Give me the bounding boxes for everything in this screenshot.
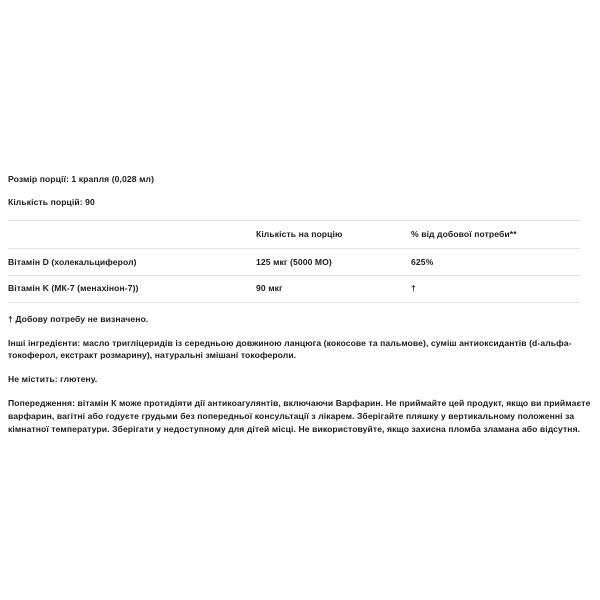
- nutrient-name: Вітамін K (МК-7 (менахінон-7)): [8, 275, 248, 302]
- warning-text: Попередження: вітамін К може протидіяти дії антикоагулянтів, включаючи Варфарин. Не приймайте цей продукт, якщо ви приймаєте варфарин, вагітні або годуєте грудьми без попередньої консультації з лікарем. Зберігайте пляшку у вертикальному положенні за кімнатної температури. Зберігати у недоступному для дітей місці. Не використовуйте, якщо захисна пломба зламана або відсутня.: [8, 398, 591, 435]
- nutrient-amount: 90 мкг: [248, 275, 403, 302]
- servings-per-container-line: Кількість порцій: 90: [8, 197, 95, 208]
- column-header-nutrient: [8, 221, 248, 249]
- serving-size-line: Розмір порції: 1 крапля (0,028 мл): [8, 174, 155, 184]
- free-from-text: Не містить: глютену.: [8, 374, 98, 385]
- table-header: [8, 221, 580, 249]
- table-row: [8, 275, 580, 302]
- nutrient-amount: 125 мкг (5000 МО): [248, 249, 403, 276]
- table-header-row: [8, 221, 580, 249]
- nutrient-daily-value: 625%: [403, 249, 580, 276]
- supplement-facts-table: [8, 220, 580, 302]
- table-row: [8, 249, 580, 276]
- daily-value-footnote: † Добову потребу не визначено.: [8, 313, 149, 324]
- nutrient-name: Вітамін D (холекальциферол): [8, 249, 248, 276]
- nutrient-daily-value: †: [403, 275, 580, 302]
- other-ingredients-text: Інші інгредієнти: масло тригліцеридів із середньою довжиною ланцюга (кокосове та пальмове), суміш антиоксидантів (d-альфа-токоферол, екстракт розмарину), натуральні змішані токофероли.: [8, 337, 572, 361]
- column-header-percent-daily-value: % від добової потреби**: [403, 221, 580, 249]
- table-body: [8, 249, 580, 302]
- column-header-amount-per-serving: Кількість на порцію: [248, 221, 403, 249]
